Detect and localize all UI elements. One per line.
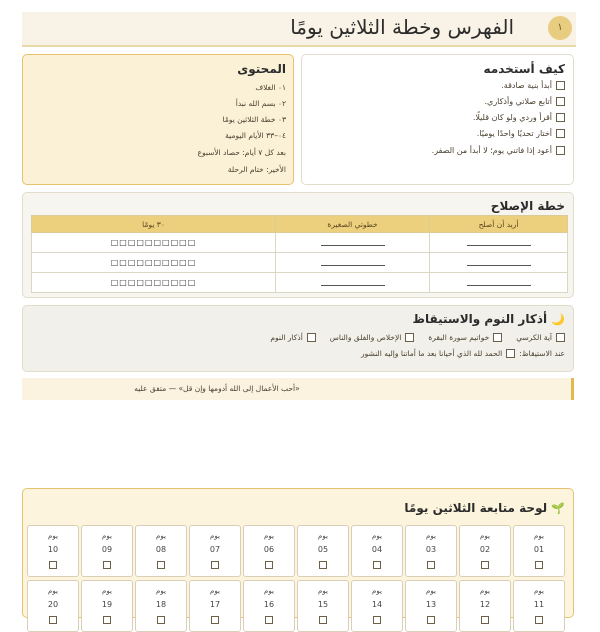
contents-panel	[22, 54, 294, 185]
day-label: يوم	[318, 587, 328, 595]
day-checkbox[interactable]	[535, 616, 543, 624]
day-checkbox[interactable]	[427, 561, 435, 569]
day-label: يوم	[426, 587, 436, 595]
day-card[interactable]	[351, 525, 403, 577]
day-label: يوم	[318, 532, 328, 540]
day-card[interactable]	[297, 525, 349, 577]
write-in-cell[interactable]	[276, 233, 430, 253]
contents-item: ٠٣ خطة الثلاثين يومًا	[222, 115, 286, 124]
day-label: يوم	[372, 532, 382, 540]
day-checkbox[interactable]	[319, 561, 327, 569]
day-number: 20	[47, 600, 59, 609]
day-number: 01	[533, 545, 545, 554]
day-checkbox[interactable]	[103, 561, 111, 569]
moon-icon: 🌙	[551, 313, 565, 326]
day-label: يوم	[372, 587, 382, 595]
day-number: 11	[533, 600, 545, 609]
seedling-icon: 🌱	[551, 502, 565, 515]
day-label: يوم	[48, 587, 58, 595]
table-row	[32, 253, 568, 273]
contents-item: بعد كل ٧ أيام: حصاد الأسبوع	[197, 148, 286, 157]
reform-plan-table	[31, 215, 568, 293]
checkbox[interactable]	[556, 113, 565, 122]
day-checkbox[interactable]	[481, 616, 489, 624]
day-number: 17	[209, 600, 221, 609]
day-card[interactable]	[243, 580, 295, 632]
contents-title: المحتوى	[237, 62, 286, 76]
day-number: 15	[317, 600, 329, 609]
sleep-wake-adhkar-section	[22, 305, 574, 372]
day-card[interactable]	[27, 580, 79, 632]
day-number: 06	[263, 545, 275, 554]
page-title: الفهرس وخطة الثلاثين يومًا	[290, 15, 514, 39]
day-card[interactable]	[459, 580, 511, 632]
day-number: 05	[317, 545, 329, 554]
howto-item: أعود إذا فاتني يوم؛ لا أبدأ من الصفر.	[432, 146, 565, 155]
contents-item: ٠٢ بسم الله نبدأ	[235, 99, 286, 108]
day-number: 02	[479, 545, 491, 554]
checkbox[interactable]	[556, 333, 565, 342]
day-checkbox[interactable]	[535, 561, 543, 569]
day-checkbox[interactable]	[211, 561, 219, 569]
how-to-use-title: كيف أستخدمه	[483, 62, 565, 76]
checkbox[interactable]	[493, 333, 502, 342]
table-row	[32, 273, 568, 293]
day-label: يوم	[210, 587, 220, 595]
checkbox[interactable]	[556, 81, 565, 90]
day-number: 12	[479, 600, 491, 609]
day-checkboxes[interactable]: □□□□□□□□□□	[32, 233, 276, 253]
blank-line	[321, 238, 385, 246]
blank-line	[467, 258, 531, 266]
day-checkbox[interactable]	[211, 616, 219, 624]
day-number: 03	[425, 545, 437, 554]
wake-adhkar-row: عند الاستيقاظ: الحمد لله الذي أحيانا بعد ما أماتنا وإليه النشور	[360, 349, 565, 358]
day-card[interactable]	[81, 525, 133, 577]
day-card[interactable]	[297, 580, 349, 632]
day-number: 18	[155, 600, 167, 609]
day-card[interactable]	[135, 525, 187, 577]
header-divider	[22, 45, 576, 47]
contents-item: ٠٤–٣٣ الأيام اليومية	[225, 131, 286, 140]
day-label: يوم	[480, 532, 490, 540]
day-label: يوم	[156, 587, 166, 595]
day-checkbox[interactable]	[265, 561, 273, 569]
blank-line	[467, 278, 531, 286]
day-checkbox[interactable]	[373, 616, 381, 624]
contents-item: الأخير: ختام الرحلة	[227, 165, 286, 174]
day-card[interactable]	[405, 580, 457, 632]
day-card[interactable]	[135, 580, 187, 632]
column-header: ٣٠ يومًا	[32, 216, 276, 233]
day-checkboxes[interactable]: □□□□□□□□□□	[32, 273, 276, 293]
howto-item: أبدأ بنية صادقة.	[501, 81, 565, 90]
day-number: 07	[209, 545, 221, 554]
day-checkbox[interactable]	[319, 616, 327, 624]
day-label: يوم	[480, 587, 490, 595]
table-header-row	[32, 216, 568, 233]
column-header: خطوتي الصغيرة	[276, 216, 430, 233]
day-checkbox[interactable]	[157, 616, 165, 624]
day-label: يوم	[210, 532, 220, 540]
day-number: 13	[425, 600, 437, 609]
day-card[interactable]	[27, 525, 79, 577]
checkbox[interactable]	[556, 129, 565, 138]
day-checkbox[interactable]	[157, 561, 165, 569]
howto-item: أختار تحديًا واحدًا يوميًا.	[477, 129, 565, 138]
day-label: يوم	[264, 532, 274, 540]
column-header: أريد أن أصلح	[430, 216, 568, 233]
hadith-banner	[22, 378, 574, 400]
write-in-cell[interactable]	[276, 273, 430, 293]
day-card[interactable]	[351, 580, 403, 632]
day-number: 16	[263, 600, 275, 609]
day-label: يوم	[102, 587, 112, 595]
day-label: يوم	[534, 587, 544, 595]
day-checkbox[interactable]	[481, 561, 489, 569]
write-in-cell[interactable]	[430, 273, 568, 293]
tracker-title: 🌱 لوحة متابعة الثلاثين يومًا	[404, 501, 565, 515]
how-to-use-panel	[301, 54, 574, 185]
checkbox[interactable]	[506, 349, 515, 358]
contents-item: ٠١ الغلاف	[255, 83, 286, 92]
page-header	[22, 12, 576, 46]
hadith-text: «أحب الأعمال إلى الله أدومها وإن قل» — متفق عليه	[134, 384, 300, 393]
day-label: يوم	[264, 587, 274, 595]
write-in-cell[interactable]	[430, 253, 568, 273]
day-number: 08	[155, 545, 167, 554]
day-label: يوم	[534, 532, 544, 540]
write-in-cell[interactable]	[276, 253, 430, 273]
day-checkbox[interactable]	[373, 561, 381, 569]
blank-line	[467, 238, 531, 246]
checkbox[interactable]	[405, 333, 414, 342]
day-label: يوم	[426, 532, 436, 540]
checkbox[interactable]	[556, 146, 565, 155]
day-card[interactable]	[513, 525, 565, 577]
day-checkbox[interactable]	[103, 616, 111, 624]
reform-plan-title: خطة الإصلاح	[490, 199, 565, 213]
day-checkbox[interactable]	[49, 561, 57, 569]
reform-plan-section	[22, 192, 574, 298]
checkbox[interactable]	[307, 333, 316, 342]
blank-line	[321, 258, 385, 266]
day-label: يوم	[156, 532, 166, 540]
table-row	[32, 233, 568, 253]
day-card[interactable]	[459, 525, 511, 577]
page-number-badge: ١	[548, 16, 572, 40]
day-card[interactable]	[405, 525, 457, 577]
howto-item: أتابع صلاتي وأذكاري.	[485, 97, 565, 106]
checkbox[interactable]	[556, 97, 565, 106]
howto-item: أقرأ وردي ولو كان قليلًا.	[473, 113, 565, 122]
day-checkbox[interactable]	[427, 616, 435, 624]
day-checkbox[interactable]	[49, 616, 57, 624]
write-in-cell[interactable]	[430, 233, 568, 253]
day-checkboxes[interactable]: □□□□□□□□□□	[32, 253, 276, 273]
day-checkbox[interactable]	[265, 616, 273, 624]
day-number: 04	[371, 545, 383, 554]
day-card[interactable]	[189, 525, 241, 577]
day-number: 14	[371, 600, 383, 609]
blank-line	[321, 278, 385, 286]
day-label: يوم	[48, 532, 58, 540]
thirty-day-tracker	[22, 488, 574, 618]
day-number: 09	[101, 545, 113, 554]
day-card[interactable]	[513, 580, 565, 632]
day-card[interactable]	[189, 580, 241, 632]
day-label: يوم	[102, 532, 112, 540]
sleep-adhkar-row: آية الكرسي خواتيم سورة البقرة الإخلاص والفلق والناس أذكار النوم	[270, 333, 565, 342]
day-card[interactable]	[81, 580, 133, 632]
day-number: 19	[101, 600, 113, 609]
adhkar-title: 🌙 أذكار النوم والاستيقاظ	[412, 312, 565, 326]
day-card[interactable]	[243, 525, 295, 577]
day-number: 10	[47, 545, 59, 554]
